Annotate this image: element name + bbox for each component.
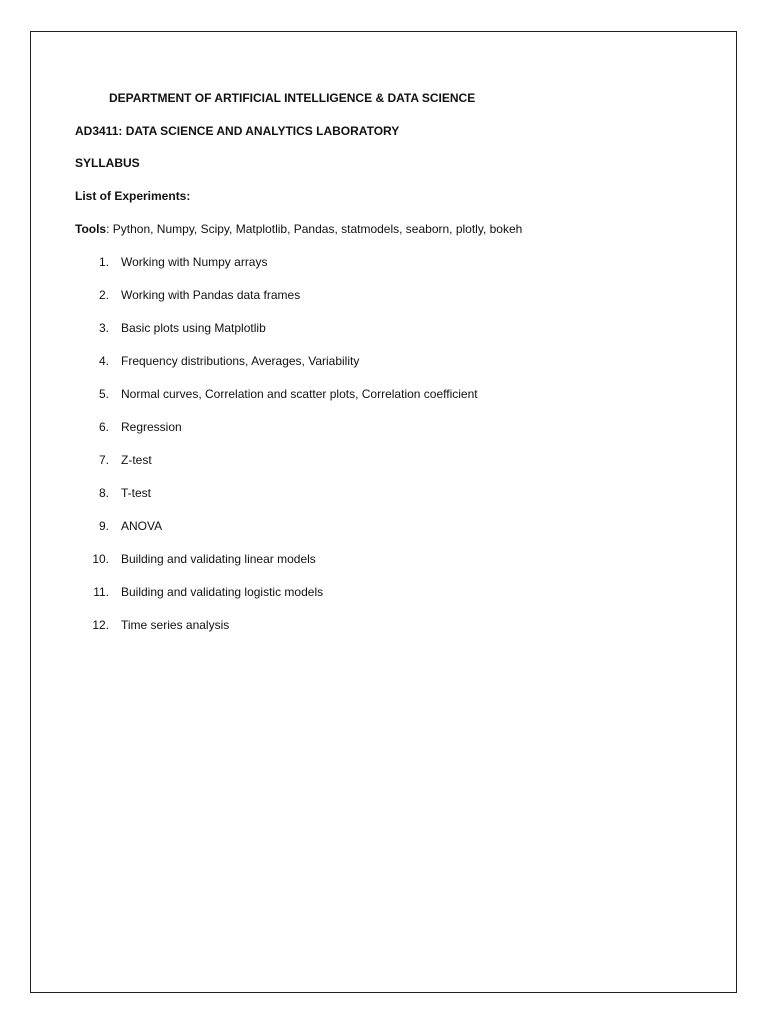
item-text: ANOVA <box>121 519 163 533</box>
item-text: Working with Numpy arrays <box>121 255 268 269</box>
department-heading: DEPARTMENT OF ARTIFICIAL INTELLIGENCE & DATA SCIENCE <box>109 91 476 105</box>
item-text: Time series analysis <box>121 618 230 632</box>
item-number: 6. <box>98 420 109 434</box>
item-number: 10. <box>92 552 109 566</box>
course-title: AD3411: DATA SCIENCE AND ANALYTICS LABORATORY <box>75 124 400 138</box>
item-number: 2. <box>98 288 109 302</box>
page-border <box>30 31 737 993</box>
tools-line <box>75 222 522 236</box>
item-text: T-test <box>121 486 152 500</box>
item-text: Frequency distributions, Averages, Variability <box>121 354 360 368</box>
item-number: 4. <box>98 354 109 368</box>
item-number: 3. <box>98 321 109 335</box>
item-text: Regression <box>121 420 182 434</box>
item-number: 8. <box>98 486 109 500</box>
tools-label: Tools <box>75 222 107 236</box>
tools-value: : Python, Numpy, Scipy, Matplotlib, Pandas, statmodels, seaborn, plotly, bokeh <box>106 222 523 236</box>
item-number: 12. <box>92 618 109 632</box>
item-text: Building and validating logistic models <box>121 585 324 599</box>
item-number: 1. <box>98 255 109 269</box>
item-number: 5. <box>98 387 109 401</box>
item-number: 9. <box>98 519 109 533</box>
item-text: Z-test <box>121 453 152 467</box>
experiments-heading: List of Experiments: <box>75 189 191 203</box>
item-text: Basic plots using Matplotlib <box>121 321 266 335</box>
item-number: 11. <box>93 585 109 599</box>
syllabus-heading: SYLLABUS <box>75 156 140 170</box>
item-text: Building and validating linear models <box>121 552 316 566</box>
item-text: Working with Pandas data frames <box>121 288 301 302</box>
item-number: 7. <box>98 453 109 467</box>
item-text: Normal curves, Correlation and scatter plots, Correlation coefficient <box>121 387 478 401</box>
